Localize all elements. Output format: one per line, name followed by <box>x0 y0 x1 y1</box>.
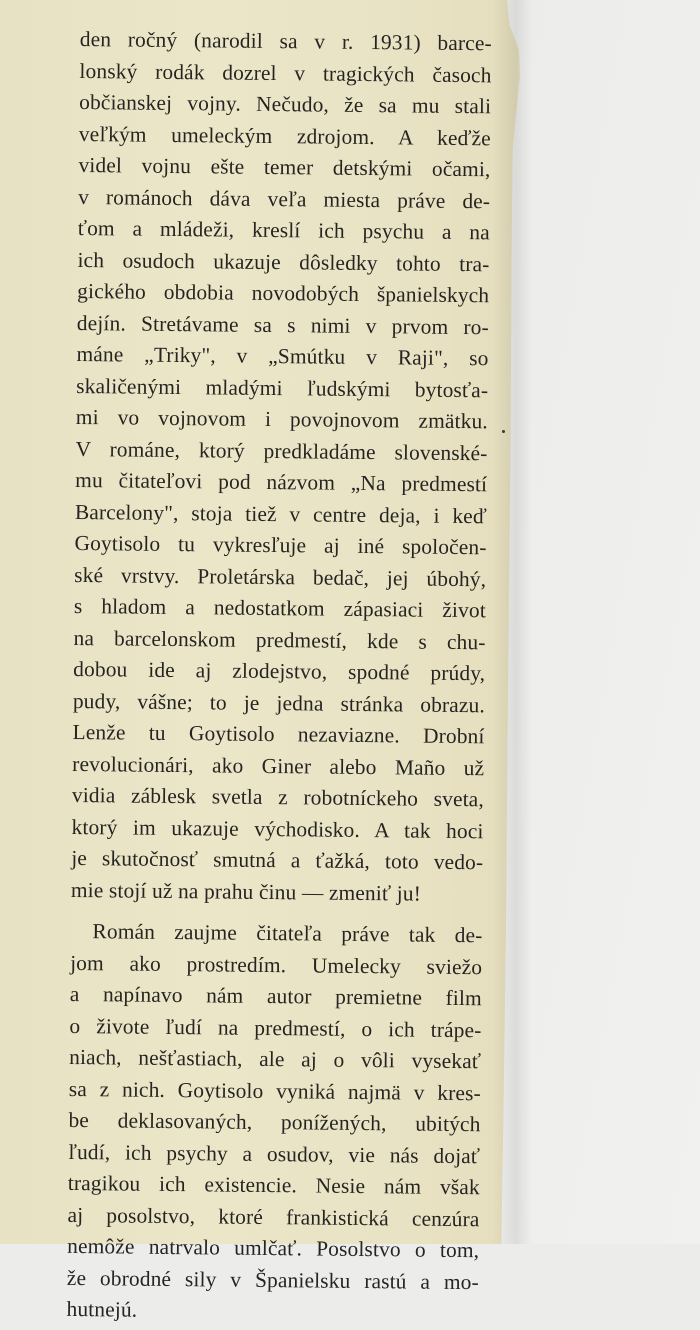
text-line: o živote ľudí na predmestí, o ich trápe- <box>69 1013 482 1042</box>
text-line: Román zaujme čitateľa práve tak de- <box>92 919 483 948</box>
text-line: be deklasovaných, ponížených, ubitých <box>68 1107 481 1137</box>
text-line: hutnejú. <box>66 1296 138 1322</box>
paragraph-2 <box>66 916 482 1330</box>
text-line: ktorý im ukazuje východisko. A tak hoci <box>71 814 484 843</box>
text-line: občianskej vojny. Nečudo, že sa mu stali <box>79 89 492 119</box>
text-line: nemôže natrvalo umlčať. Posolstvo o tom, <box>67 1233 480 1263</box>
flap-text <box>66 24 492 1330</box>
text-line: vidia záblesk svetla z robotníckeho sveta, <box>71 782 485 812</box>
text-line: s hladom a nedostatkom zápasiaci život <box>73 593 487 623</box>
text-line: Goytisolo tu vykresľuje aj iné spoločen- <box>74 530 487 560</box>
text-line: jom ako prostredím. Umelecky sviežo <box>70 950 483 979</box>
text-line: na barcelonskom predmestí, kde s chu- <box>73 625 486 654</box>
text-line: v románoch dáva veľa miesta práve de- <box>78 184 491 213</box>
text-line: tragikou ich existencie. Nesie nám však <box>67 1170 480 1200</box>
text-line: dejín. Stretávame sa s nimi v prvom ro- <box>76 310 489 339</box>
paragraph-1 <box>71 24 492 910</box>
text-line: videl vojnu ešte temer detskými očami, <box>78 152 491 182</box>
text-line: pudy, vášne; to je jedna stránka obrazu. <box>72 688 486 717</box>
text-line: ťom a mládeži, kreslí ich psychu a na <box>77 215 490 245</box>
dust-speck <box>502 430 505 433</box>
text-line: V románe, ktorý predkladáme slovenské- <box>75 436 488 465</box>
text-line: je skutočnosť smutná a ťažká, toto vedo- <box>71 845 484 875</box>
text-line: mi vo vojnovom i povojnovom zmätku. <box>75 404 488 434</box>
text-line: den ročný (narodil sa v r. 1931) barce- <box>79 26 492 56</box>
text-line: revolucionári, ako Giner alebo Maño už <box>72 751 485 780</box>
text-line: ich osudoch ukazuje dôsledky tohto tra- <box>77 247 490 276</box>
text-line: ské vrstvy. Proletárska bedač, jej úbohý, <box>74 562 487 591</box>
text-line: gického obdobia novodobých španielskych <box>77 278 490 308</box>
text-line: ľudí, ich psychy a osudov, vie nás dojať <box>68 1139 481 1168</box>
text-line: mie stojí už na prahu činu — zmeniť ju! <box>70 877 422 906</box>
text-line: mu čitateľovi pod názvom „Na predmestí <box>75 467 488 497</box>
text-line: že obrodné sily v Španielsku rastú a mo- <box>66 1265 479 1294</box>
text-line: lonský rodák dozrel v tragických časoch <box>79 58 492 87</box>
text-line: aj posolstvo, ktoré frankistická cenzúra <box>67 1202 480 1231</box>
text-line: niach, nešťastiach, ale aj o vôli vysekať <box>69 1044 482 1074</box>
text-line: skaličenými mladými ľudskými bytosťa- <box>76 373 489 402</box>
text-line: Barcelony", stoja tiež v centre deja, i keď <box>74 499 487 528</box>
text-line: veľkým umeleckým zdrojom. A keďže <box>78 121 491 150</box>
text-line: máne „Triky", v „Smútku v Raji", so <box>76 341 489 371</box>
text-line: sa z nich. Goytisolo vyniká najmä v kres- <box>68 1076 481 1105</box>
text-line: Lenže tu Goytisolo nezaviazne. Drobní <box>72 719 485 749</box>
text-line: a napínavo nám autor premietne film <box>69 981 482 1011</box>
text-line: dobou ide aj zlodejstvo, spodné prúdy, <box>73 656 486 686</box>
